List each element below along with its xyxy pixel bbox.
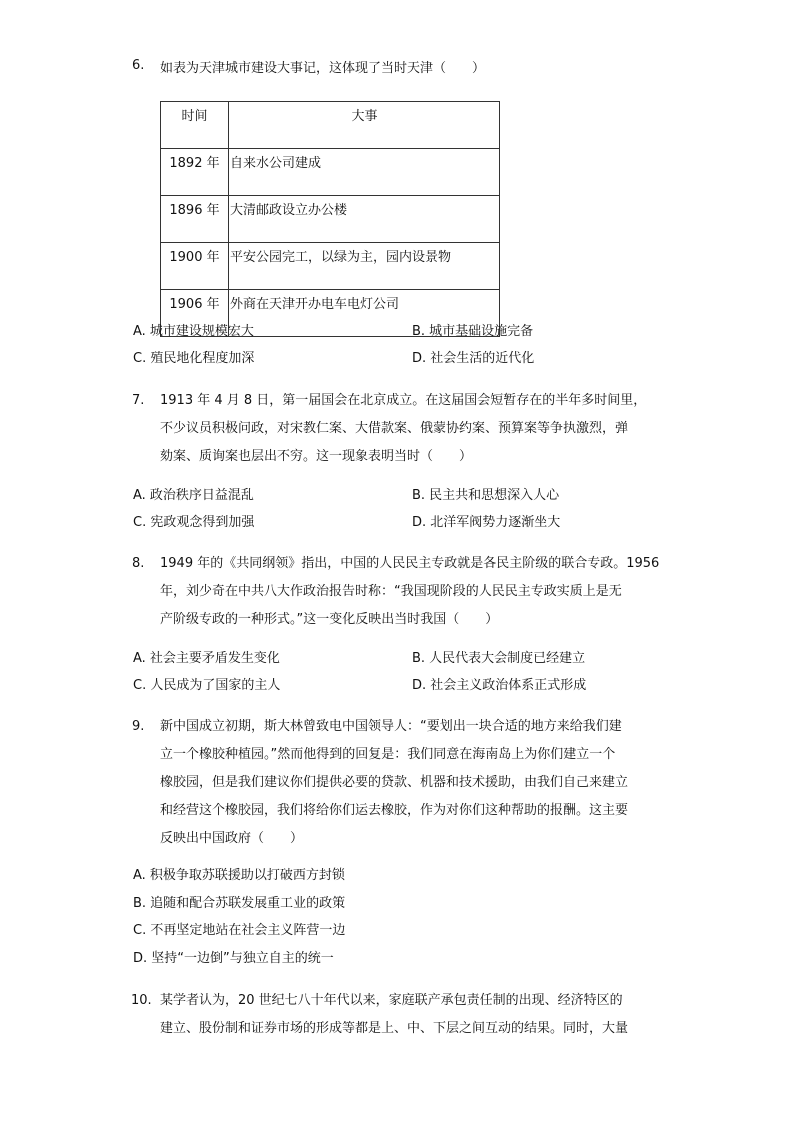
stem-line: 新中国成立初期，斯大林曾致电中国领导人：“要划出一块合适的地方来给我们建: [160, 719, 622, 734]
question-number: 10.: [131, 993, 152, 1008]
option-a[interactable]: A. 城市建设规模宏大: [133, 324, 254, 339]
row-year: 1892 年: [161, 149, 229, 196]
events-table: [160, 101, 500, 337]
question-number: 7.: [132, 393, 145, 408]
option-d[interactable]: D. 坚持“一边倒”与独立自主的统一: [133, 951, 334, 966]
row-year: 1906 年: [161, 290, 229, 337]
stem-line: 某学者认为，20 世纪七八十年代以来，家庭联产承包责任制的出现、经济特区的: [160, 993, 623, 1008]
option-c[interactable]: C. 人民成为了国家的主人: [133, 678, 281, 693]
question-stem: [160, 713, 672, 853]
stem-line: 1913 年 4 月 8 日，第一届国会在北京成立。在这届国会短暂存在的半年多时间里，: [160, 393, 647, 408]
stem-line: 年，刘少奇在中共八大作政治报告时称：“我国现阶段的人民民主专政实质上是无: [160, 584, 622, 599]
option-a[interactable]: A. 积极争取苏联援助以打破西方封锁: [133, 868, 345, 883]
option-c[interactable]: C. 殖民地化程度加深: [133, 351, 255, 366]
table-row: [161, 196, 500, 243]
option-a[interactable]: A. 政治秩序日益混乱: [133, 488, 254, 503]
question-number: 6.: [132, 58, 145, 73]
row-event: 大清邮政设立办公楼: [229, 196, 500, 243]
option-b[interactable]: B. 追随和配合苏联发展重工业的政策: [133, 896, 346, 911]
row-event: 外商在天津开办电车电灯公司: [229, 290, 500, 337]
question-stem: [160, 987, 672, 1043]
question-stem: 如表为天津城市建设大事记，这体现了当时天津（ ）: [160, 61, 486, 76]
option-b[interactable]: B. 城市基础设施完备: [412, 324, 534, 339]
row-year: 1896 年: [161, 196, 229, 243]
stem-line: 反映出中国政府（ ）: [160, 831, 304, 846]
option-b[interactable]: B. 人民代表大会制度已经建立: [412, 651, 586, 666]
table-row: [161, 243, 500, 290]
stem-line: 劾案、质询案也层出不穷。这一现象表明当时（ ）: [160, 449, 473, 464]
row-event: 自来水公司建成: [229, 149, 500, 196]
table-row: [161, 149, 500, 196]
option-b[interactable]: B. 民主共和思想深入人心: [412, 488, 560, 503]
option-d[interactable]: D. 社会主义政治体系正式形成: [412, 678, 587, 693]
question-number: 8.: [132, 556, 145, 571]
option-d[interactable]: D. 北洋军阀势力逐渐坐大: [412, 515, 561, 530]
option-c[interactable]: C. 宪政观念得到加强: [133, 515, 255, 530]
stem-line: 立一个橡胶种植园。”然而他得到的回复是：我们同意在海南岛上为你们建立一个: [160, 747, 616, 762]
stem-line: 建立、股份制和证券市场的形成等都是上、中、下层之间互动的结果。同时，大量: [160, 1021, 629, 1036]
stem-line: 1949 年的《共同纲领》指出，中国的人民民主专政就是各民主阶级的联合专政。1956: [160, 556, 660, 571]
row-event: 平安公园完工，以绿为主，园内设景物: [229, 243, 500, 290]
option-d[interactable]: D. 社会生活的近代化: [412, 351, 535, 366]
row-year: 1900 年: [161, 243, 229, 290]
table-header-row: [161, 102, 500, 149]
question-stem: [160, 387, 672, 471]
option-c[interactable]: C. 不再坚定地站在社会主义阵营一边: [133, 923, 346, 938]
header-event: 大事: [229, 102, 500, 149]
stem-line: 橡胶园，但是我们建议你们提供必要的贷款、机器和技术援助，由我们自己来建立: [160, 775, 629, 790]
stem-line: 不少议员积极问政，对宋教仁案、大借款案、俄蒙协约案、预算案等争执激烈，弹: [160, 421, 629, 436]
option-a[interactable]: A. 社会主要矛盾发生变化: [133, 651, 280, 666]
question-number: 9.: [132, 719, 145, 734]
stem-line: 和经营这个橡胶园，我们将给你们运去橡胶，作为对你们这种帮助的报酬。这主要: [160, 803, 629, 818]
stem-line: 产阶级专政的一种形式。”这一变化反映出当时我国（ ）: [160, 612, 499, 627]
header-time: 时间: [161, 102, 229, 149]
question-stem: [160, 550, 672, 634]
